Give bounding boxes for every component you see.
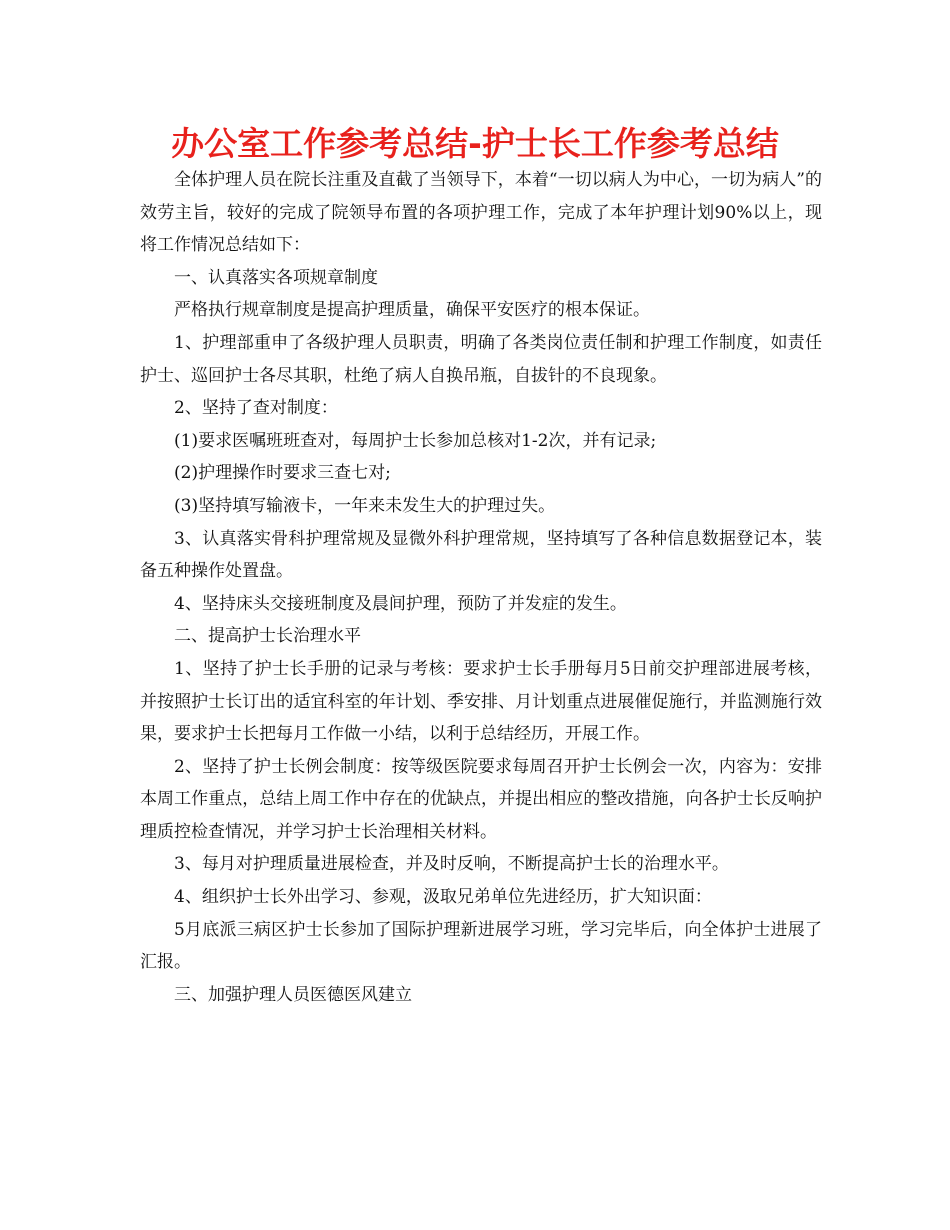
list-item: 2、坚持了护士长例会制度：按等级医院要求每周召开护士长例会一次，内容为：安排本周工作重点，总结上周工作中存在的优缺点，并提出相应的整改措施，向各护士长反响护理质控检查情况，并学习护士长治理相关材料。	[140, 756, 822, 842]
list-item: 4、坚持床头交接班制度及晨间护理，预防了并发症的发生。	[174, 593, 627, 614]
list-item: 1、坚持了护士长手册的记录与考核：要求护士长手册每月5日前交护理部进展考核，并按照护士长订出的适宜科室的年计划、季安排、月计划重点进展催促施行，并监测施行效果，要求护士长把每月工作做一小结，以利于总结经历，开展工作。	[140, 658, 822, 745]
document-title: 办公室工作参考总结-护士长工作参考总结	[171, 124, 779, 163]
list-item: 1、护理部重申了各级护理人员职责，明确了各类岗位责任制和护理工作制度，如责任护士、巡回护士各尽其职，杜绝了病人自换吊瓶，自拔针的不良现象。	[140, 332, 822, 386]
sub-list-item: (2)护理操作时要求三查七对;	[174, 463, 391, 484]
list-item: 4、组织护士长外出学习、参观，汲取兄弟单位先进经历，扩大知识面：	[174, 887, 712, 908]
paragraph-intro: 全体护理人员在院长注重及直截了当领导下，本着“一切以病人为中心，一切为病人”的效劳主旨，较好的完成了院领导布置的各项护理工作，完成了本年护理计划90%以上，现将工作情况总结如下：	[140, 170, 822, 256]
list-item: 3、认真落实骨科护理常规及显微外科护理常规，坚持填写了各种信息数据登记本，装备五种操作处置盘。	[140, 528, 822, 582]
section-heading-2: 二、提高护士长治理水平	[174, 626, 361, 647]
section-heading-3: 三、加强护理人员医德医风建立	[174, 984, 412, 1005]
paragraph: 5月底派三病区护士长参加了国际护理新进展学习班，学习完毕后，向全体护士进展了汇报。	[140, 919, 822, 973]
sub-list-item: (1)要求医嘱班班查对，每周护士长参加总核对1-2次，并有记录;	[174, 430, 657, 451]
section-heading-1: 一、认真落实各项规章制度	[174, 267, 378, 288]
paragraph: 严格执行规章制度是提高护理质量，确保平安医疗的根本保证。	[174, 300, 650, 321]
sub-list-item: (3)坚持填写输液卡，一年来未发生大的护理过失。	[174, 495, 556, 516]
list-item: 2、坚持了查对制度：	[174, 398, 338, 419]
document-body	[140, 164, 822, 1011]
list-item: 3、每月对护理质量进展检查，并及时反响，不断提高护士长的治理水平。	[174, 854, 729, 875]
